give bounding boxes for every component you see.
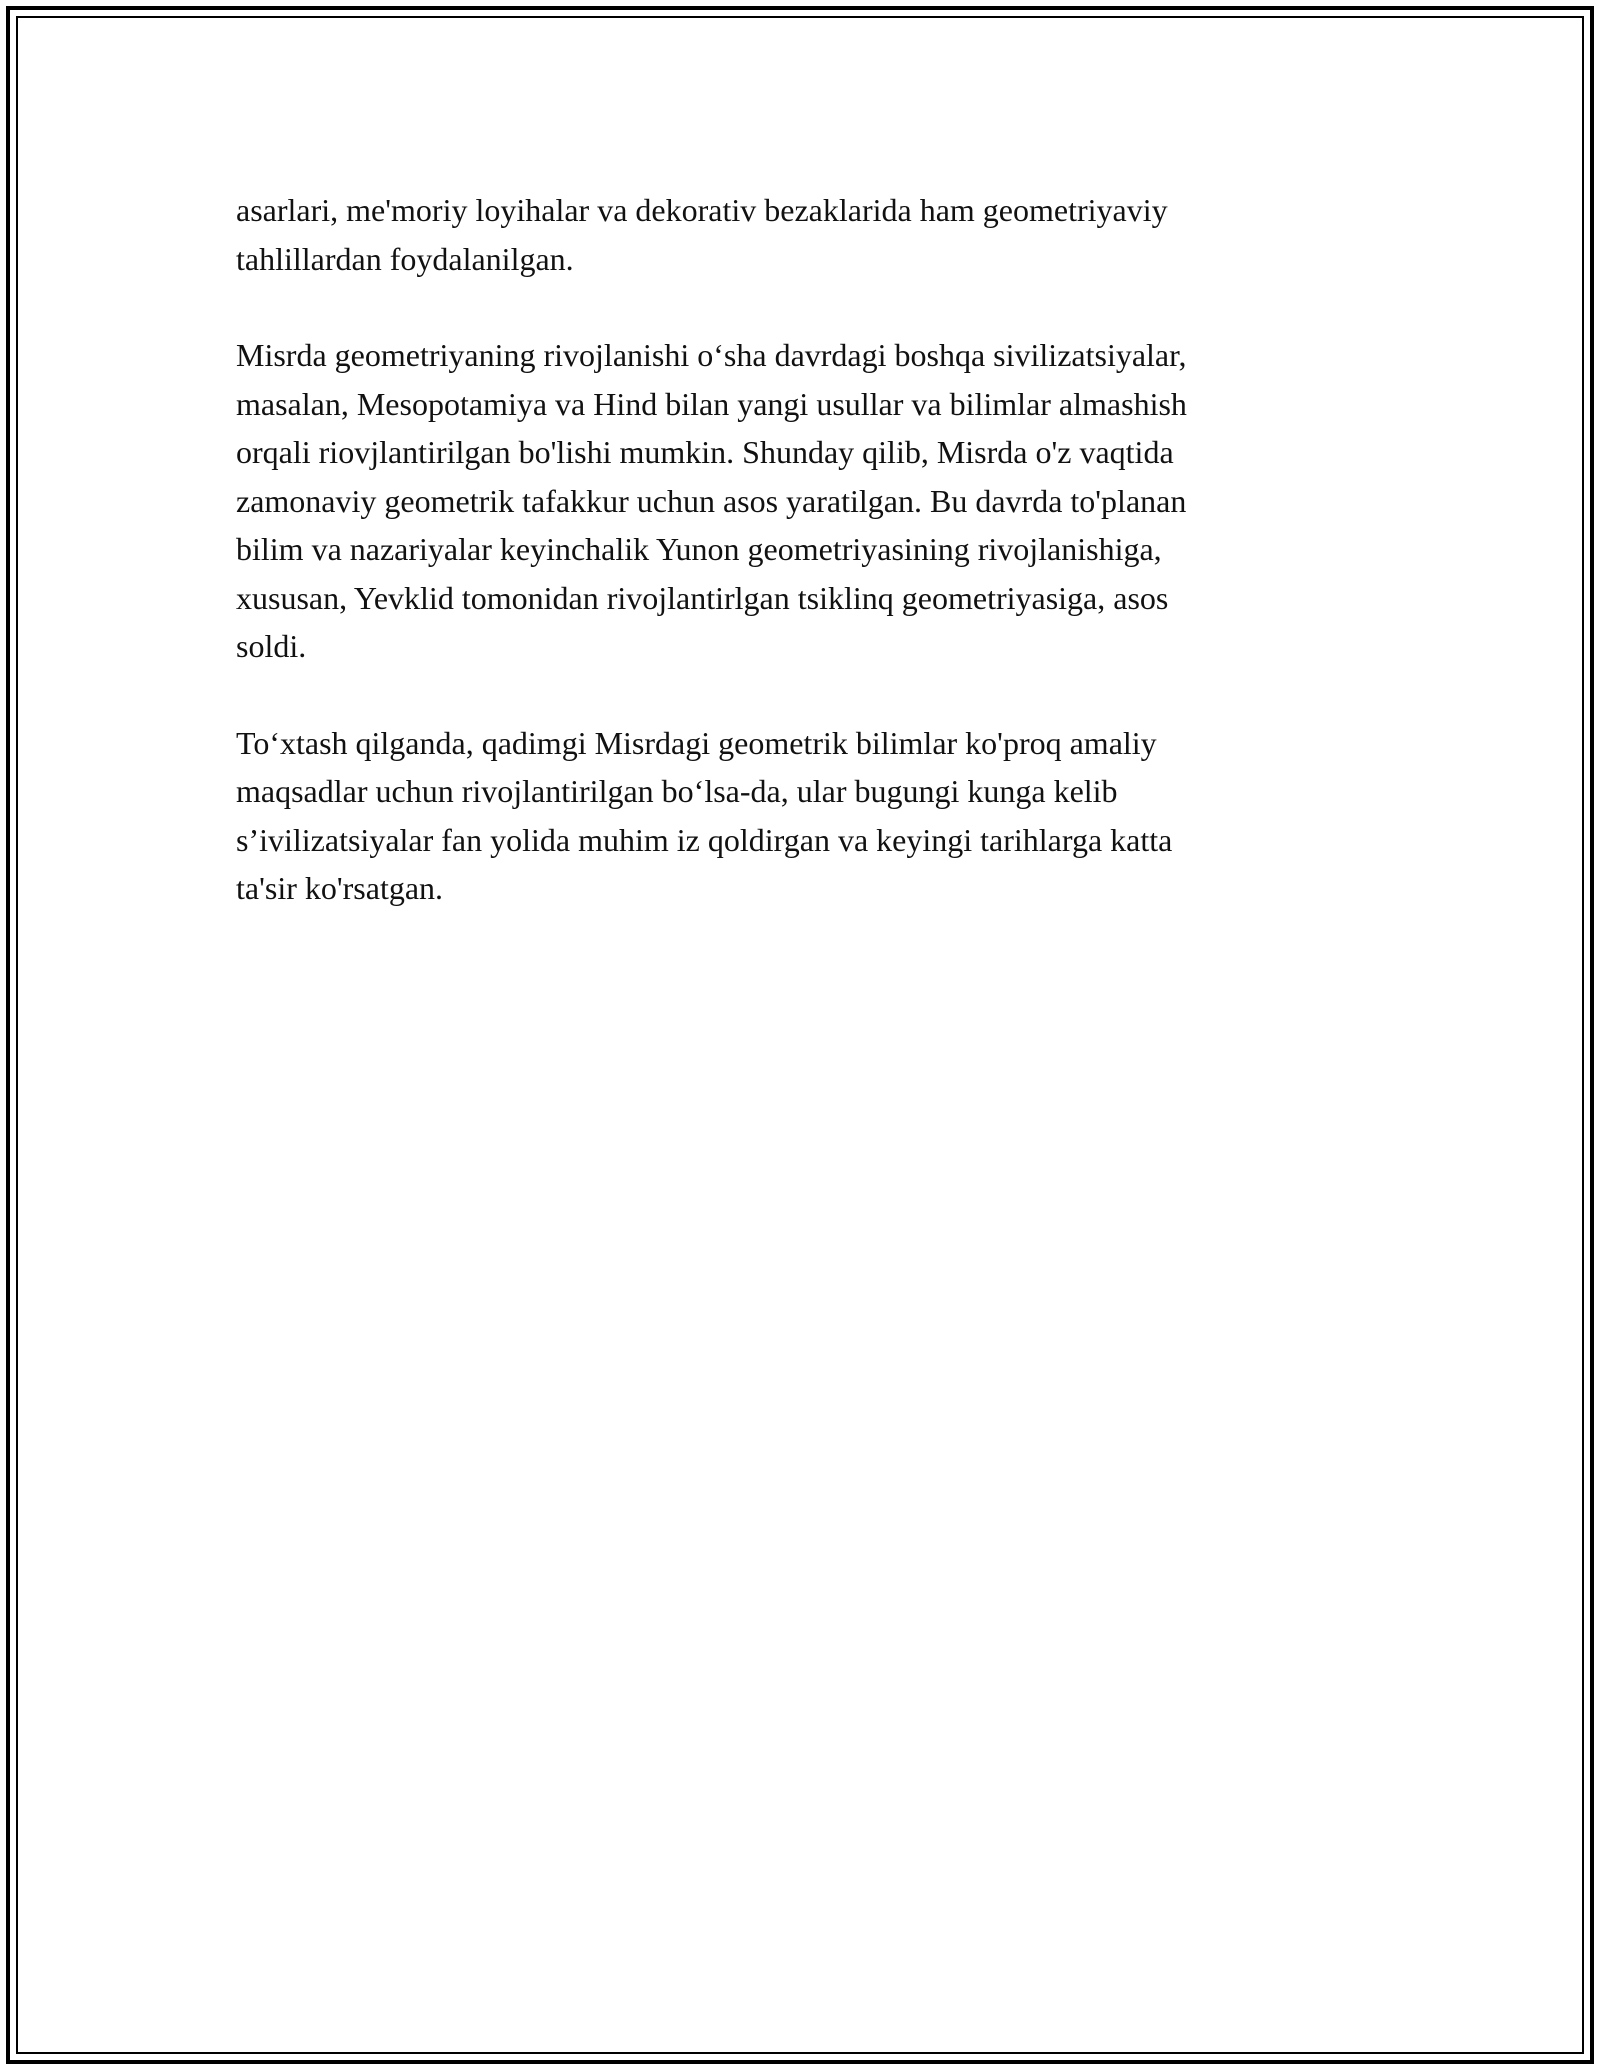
text-line: orqali riovjlantirilgan bo'lishi mumkin. Shunday qilib, Misrda o'z vaqtida xyxy=(236,434,1174,470)
document-body xyxy=(236,186,1366,961)
text-line: bilim va nazariyalar keyinchalik Yunon geometriyasining rivojlanishiga, xyxy=(236,531,1162,567)
paragraph-1 xyxy=(236,186,1366,283)
text-line: soldi. xyxy=(236,628,307,664)
text-line: To‘xtash qilganda, qadimgi Misrdagi geometrik bilimlar ko'proq amaliy xyxy=(236,724,1157,761)
text-line: ta'sir ko'rsatgan. xyxy=(236,870,444,906)
text-line: s’ivilizatsiyalar fan yolida muhim iz qoldirgan va keyingi tarihlarga katta xyxy=(236,821,1173,858)
paragraph-2 xyxy=(236,331,1366,671)
text-line: asarlari, me'moriy loyihalar va dekorativ bezaklarida ham geometriyaviy xyxy=(236,192,1168,228)
text-line: zamonaviy geometrik tafakkur uchun asos yaratilgan. Bu davrda to'planan xyxy=(236,482,1187,519)
paragraph-3 xyxy=(236,719,1366,913)
text-line: Misrda geometriyaning rivojlanishi o‘sha davrdagi boshqa sivilizatsiyalar, xyxy=(236,337,1187,373)
text-line: tahlillardan foydalanilgan. xyxy=(236,240,574,277)
text-line: xususan, Yevklid tomonidan rivojlantirlgan tsiklinq geometriyasiga, asos xyxy=(236,579,1169,616)
text-line: masalan, Mesopotamiya va Hind bilan yangi usullar va bilimlar almashish xyxy=(236,385,1187,422)
text-line: maqsadlar uchun rivojlantirilgan bo‘lsa-da, ular bugungi kunga kelib xyxy=(236,773,1118,809)
